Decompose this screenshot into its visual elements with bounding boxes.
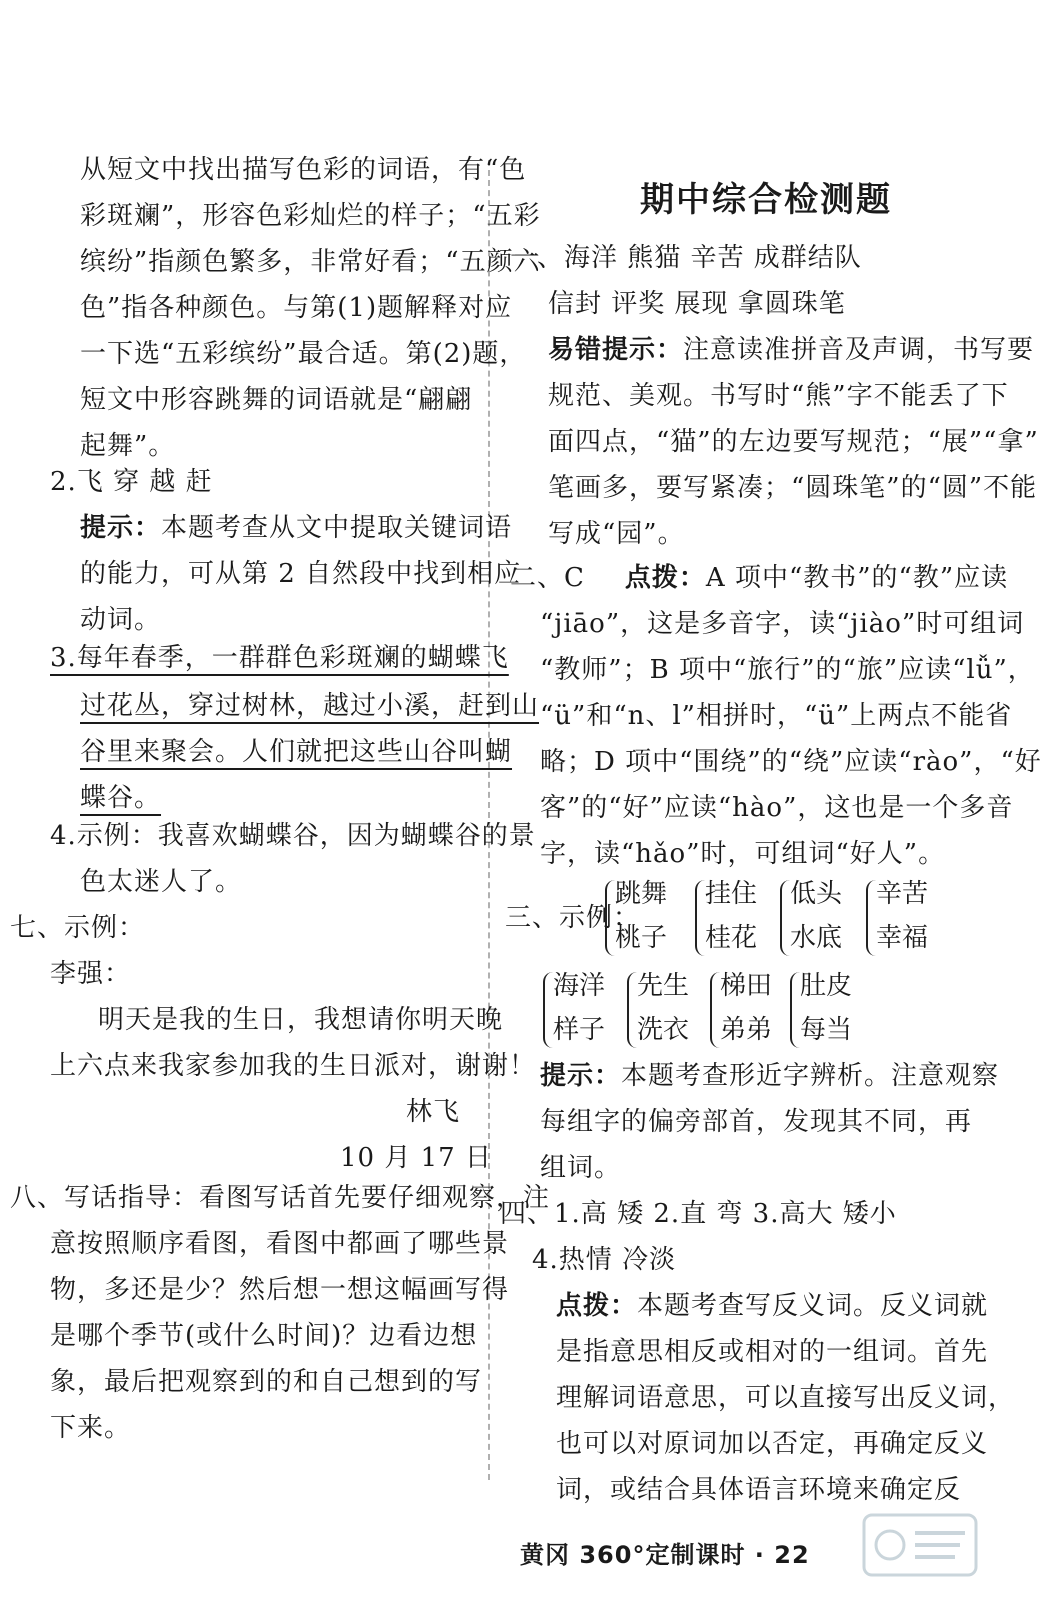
- section-2: [510, 560, 1008, 596]
- letter-date: 10 月 17 日: [340, 1143, 492, 1173]
- text-line: 物，多还是少？然后想一想这幅画写得: [50, 1275, 510, 1305]
- section-1-answer: 信封 评奖 展现 拿圆珠笔: [548, 289, 846, 319]
- text-line: 组词。: [540, 1153, 622, 1183]
- q3-answer-line: 蝶谷。: [80, 783, 162, 813]
- text-line: 彩斑斓”，形容色彩灿烂的样子；“五彩: [80, 201, 541, 231]
- section-1-hint: [548, 332, 1034, 368]
- letter-signature: 林飞: [406, 1097, 461, 1127]
- text-line: 写成“园”。: [548, 519, 685, 549]
- section-4-hint: [556, 1288, 988, 1324]
- word: 海洋: [553, 971, 606, 1001]
- word: 挂住: [705, 879, 758, 909]
- section-3-label: 三、示例：: [505, 903, 641, 933]
- text-line: 色太迷人了。: [80, 867, 243, 897]
- text-line: 是哪个季节(或什么时间)？边看边想: [50, 1321, 478, 1351]
- word: 幸福: [876, 923, 929, 953]
- text-line: 起舞”。: [80, 431, 176, 461]
- text-line: 字，读“hǎo”时，可组词“好人”。: [540, 839, 946, 869]
- brace: [605, 880, 615, 956]
- hint-label: 易错提示：: [548, 335, 684, 365]
- text-line: 色”指各种颜色。与第(1)题解释对应: [80, 293, 513, 323]
- text-line: 略；D 项中“围绕”的“绕”应读“rào”，“好: [540, 747, 1042, 777]
- letter-body: 上六点来我家参加我的生日派对，谢谢！: [50, 1051, 537, 1081]
- hint-text: 注意读准拼音及声调，书写要: [683, 335, 1035, 365]
- brace: [790, 972, 800, 1048]
- q2-answer: 2.飞 穿 越 赶: [50, 467, 213, 497]
- q2-hint: [80, 510, 512, 546]
- page-footer: 黄冈 360°定制课时 · 22: [520, 1541, 810, 1569]
- section-1-answer: 一、海洋 熊猫 辛苦 成群结队: [510, 243, 862, 273]
- word: 先生: [637, 971, 690, 1001]
- hint-label: 点拨：: [556, 1291, 638, 1321]
- text-line: “jiāo”，这是多音字，读“jiào”时可组词: [540, 609, 1025, 639]
- text-line: 缤纷”指颜色繁多，非常好看；“五颜六: [80, 247, 541, 277]
- text-line: “教师”；B 项中“旅行”的“旅”应读“lǚ”，: [540, 655, 1035, 685]
- watermark-stamp-icon: [860, 1505, 980, 1585]
- text-line: 动词。: [80, 605, 162, 635]
- word: 弟弟: [720, 1015, 773, 1045]
- text-line: 短文中形容跳舞的词语就是“翩翩: [80, 385, 473, 415]
- word: 水底: [790, 923, 843, 953]
- q4-answer: 4.示例：我喜欢蝴蝶谷，因为蝴蝶谷的景: [50, 821, 536, 851]
- section-3-hint: [540, 1058, 999, 1094]
- text-line: 词，或结合具体语言环境来确定反: [556, 1475, 962, 1505]
- word: 跳舞: [615, 879, 668, 909]
- section-title: 期中综合检测题: [640, 180, 892, 220]
- hint-text: 本题考查形近字辨析。注意观察: [621, 1061, 1000, 1091]
- text-line: 的能力，可从第 2 自然段中找到相应: [80, 559, 522, 589]
- word: 辛苦: [876, 879, 929, 909]
- word: 样子: [553, 1015, 606, 1045]
- text-line: 一下选“五彩缤纷”最合适。第(2)题，: [80, 339, 527, 369]
- section-2-answer: 二、C: [510, 563, 585, 593]
- q3-answer-line: 3.每年春季，一群群色彩斑斓的蝴蝶飞: [50, 643, 509, 673]
- brace: [627, 972, 637, 1048]
- word: 低头: [790, 879, 843, 909]
- text-line: 从短文中找出描写色彩的词语，有“色: [80, 155, 527, 185]
- section-4-answer: 四、1.高 矮 2.直 弯 3.高大 矮小: [500, 1199, 897, 1229]
- q3-answer-line: 谷里来聚会。人们就把这些山谷叫蝴: [80, 737, 513, 767]
- text-line: “ü”和“n、l”相拼时，“ü”上两点不能省: [540, 701, 1013, 731]
- hint-text: 本题考查从文中提取关键词语: [161, 513, 513, 543]
- word: 桃子: [615, 923, 668, 953]
- brace: [710, 972, 720, 1048]
- text-line: 客”的“好”应读“hào”，这也是一个多音: [540, 793, 1014, 823]
- hint-text: A 项中“教书”的“教”应读: [705, 563, 1009, 593]
- letter-greeting: 李强：: [50, 959, 132, 989]
- section-8-text: 八、写话指导：看图写话首先要仔细观察，注: [10, 1183, 551, 1213]
- brace: [866, 880, 876, 956]
- text-line: 面四点，“猫”的左边要写规范；“展”“拿”: [548, 427, 1039, 457]
- word: 洗衣: [637, 1015, 690, 1045]
- text-line: 每组字的偏旁部首，发现其不同，再: [540, 1107, 973, 1137]
- hint-text: 本题考查写反义词。反义词就: [637, 1291, 989, 1321]
- brace: [543, 972, 553, 1048]
- text-line: 笔画多，要写紧凑；“圆珠笔”的“圆”不能: [548, 473, 1038, 503]
- text-line: 意按照顺序看图，看图中都画了哪些景: [50, 1229, 510, 1259]
- brace: [780, 880, 790, 956]
- text-line: 理解词语意思，可以直接写出反义词，: [556, 1383, 1016, 1413]
- section-4-answer: 4.热情 冷淡: [532, 1245, 677, 1275]
- brace: [695, 880, 705, 956]
- text-line: 下来。: [50, 1413, 132, 1443]
- hint-label: 提示：: [540, 1061, 622, 1091]
- word: 桂花: [705, 923, 758, 953]
- word: 梯田: [720, 971, 773, 1001]
- q3-answer-line: 过花丛，穿过树林，越过小溪，赶到山: [80, 691, 540, 721]
- word: 肚皮: [800, 971, 853, 1001]
- hint-label: 点拨：: [624, 563, 706, 593]
- text-line: 象，最后把观察到的和自己想到的写: [50, 1367, 483, 1397]
- text-line: 也可以对原词加以否定，再确定反义: [556, 1429, 989, 1459]
- word: 每当: [800, 1015, 853, 1045]
- text-line: 是指意思相反或相对的一组词。首先: [556, 1337, 989, 1367]
- text-line: 规范、美观。书写时“熊”字不能丢了下: [548, 381, 1009, 411]
- section-7-title: 七、示例：: [10, 913, 146, 943]
- letter-body: 明天是我的生日，我想请你明天晚: [98, 1005, 504, 1035]
- hint-label: 提示：: [80, 513, 162, 543]
